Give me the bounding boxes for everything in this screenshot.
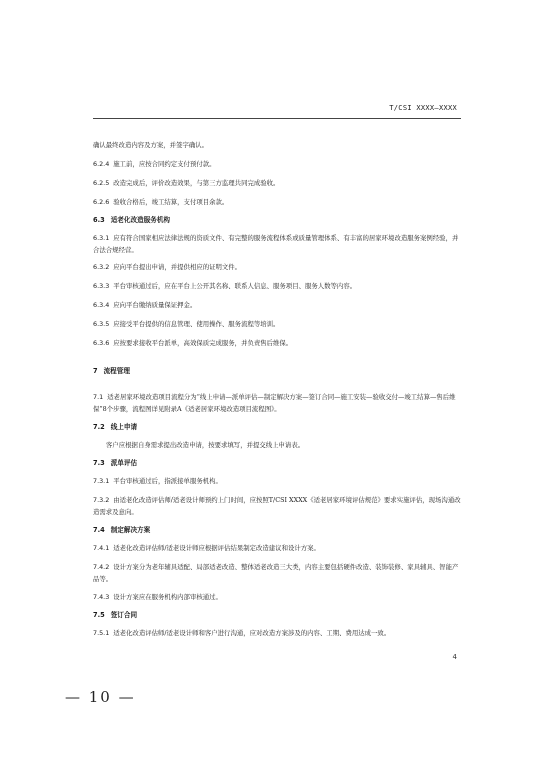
document-code: T/CSI XXXX—XXXX: [389, 104, 457, 112]
section-heading-7-3: [93, 457, 461, 469]
clause-text: 验收合格后，竣工结算，支付项目余款。: [113, 198, 229, 206]
section-title: 派单评估: [110, 459, 138, 467]
clause-6-3-6: [93, 337, 461, 349]
section-number: 7.4: [93, 526, 105, 534]
section-title: 线上申请: [110, 423, 138, 431]
section-heading-7-5: [93, 609, 461, 621]
clause-number: 6.3.6: [93, 339, 110, 347]
section-number: 6.3: [93, 216, 105, 224]
clause-7-3-1: [93, 475, 461, 487]
clause-6-2-6: [93, 196, 461, 208]
clause-number: 7.3.1: [93, 477, 110, 485]
clause-number: 7.4.3: [93, 593, 110, 601]
clause-number: 6.2.4: [93, 160, 110, 168]
clause-7-1: [93, 391, 461, 415]
clause-text: 改造完成后，评价改造效果，与第三方监理共同完成验收。: [113, 179, 280, 187]
clause-text: 应按要求接收平台派单，高效保质完成服务，并负责售后维保。: [113, 339, 293, 347]
clause-number: 6.3.3: [93, 282, 110, 290]
clause-text: 平台审核通过后，应在平台上公开其名称、联系人信息、服务项目、服务人数等内容。: [113, 282, 357, 290]
clause-number: 6.3.5: [93, 320, 110, 328]
section-number: 7: [93, 367, 98, 375]
clause-7-4-2: [93, 561, 461, 585]
section-title: 适老化改造服务机构: [110, 216, 171, 224]
clause-text: 应向平台缴纳质量保证押金。: [113, 301, 197, 309]
clause-text: 设计方案分为老年辅具适配、局部适老改造、整体适老改造三大类，内容主要包括硬件改造、装饰装修、家具辅具、智能产品等。: [93, 563, 459, 583]
footer-page-marker: — 10 —: [65, 688, 136, 706]
clause-text: 应向平台提出申请，并提供相应的证明文件。: [113, 263, 242, 271]
clause-text: 适老居家环境改造项目流程分为“线上申请—派单评估—制定解决方案—签订合同—施工安装—验收交付—竣工结算—售后维保”8个步骤，流程图详见附录A《适老居家环境改造项目流程图》。: [93, 393, 456, 413]
clause-7-4-3: [93, 591, 461, 603]
clause-text: 平台审核通过后，指派接单服务机构。: [113, 477, 222, 485]
clause-number: 6.3.2: [93, 263, 110, 271]
clause-6-2-4: [93, 158, 461, 170]
clause-number: 6.2.6: [93, 198, 110, 206]
section-heading-7-4: [93, 524, 461, 536]
clause-6-3-4: [93, 299, 461, 311]
chapter-heading-7: [93, 365, 461, 377]
clause-number: 6.2.5: [93, 179, 110, 187]
section-number: 7.3: [93, 459, 105, 467]
clause-number: 7.4.2: [93, 563, 110, 571]
section-number: 7.2: [93, 423, 105, 431]
clause-text: 由适老化改造评估师/适老设计师预约上门时间，应按照T/CSI XXXX《适老居家环境评估规范》要求实施评估，现场沟通改造需求及意向。: [93, 496, 461, 516]
clause-number: 7.1: [93, 393, 104, 401]
section-title: 流程管理: [103, 367, 130, 375]
clause-number: 6.3.1: [93, 234, 110, 242]
header-rule: [93, 118, 461, 119]
clause-text: 施工前，应按合同约定支付预付款。: [113, 160, 216, 168]
clause-text: 适老化改造评估师/适老设计师应根据评估结果制定改造建议和设计方案。: [113, 544, 320, 552]
clause-text: 设计方案应在服务机构内部审核通过。: [113, 593, 222, 601]
clause-text: 应有符合国家相应法律法规的资质文件、有完整的服务流程体系或质量管理体系、有丰富的居家环境改造服务案例经验，并合法合规经营。: [93, 234, 459, 254]
clause-6-3-5: [93, 318, 461, 330]
clause-6-3-3: [93, 280, 461, 292]
section-title: 签订合同: [110, 611, 138, 619]
section-heading-7-2: [93, 421, 461, 433]
clause-text: 适老化改造评估师/适老设计师和客户进行沟通，应对改造方案涉及的内容、工期、费用达成一致。: [113, 629, 391, 637]
clause-number: 7.3.2: [93, 496, 110, 504]
clause-6-3-2: [93, 261, 461, 273]
clause-number: 7.4.1: [93, 544, 110, 552]
page-number: 4: [452, 653, 457, 661]
clause-text: 应接受平台提供的信息管理、使用操作、服务流程等培训。: [113, 320, 280, 328]
clause-6-3-1: [93, 232, 461, 256]
section-heading-6-3: [93, 214, 461, 226]
section-title: 制定解决方案: [110, 526, 151, 534]
document-body: [93, 139, 461, 639]
clause-7-4-1: [93, 542, 461, 554]
clause-number: 6.3.4: [93, 301, 110, 309]
clause-number: 7.5.1: [93, 629, 110, 637]
section-number: 7.5: [93, 611, 105, 619]
continued-paragraph: 确认最终改造内容及方案，并签字确认。: [93, 141, 209, 149]
clause-7-5-1: [93, 627, 461, 639]
paragraph-7-2: 客户应根据自身需求提出改造申请，按要求填写，并提交线上申请表。: [106, 441, 305, 449]
clause-6-2-5: [93, 177, 461, 189]
clause-7-3-2: [93, 494, 461, 518]
